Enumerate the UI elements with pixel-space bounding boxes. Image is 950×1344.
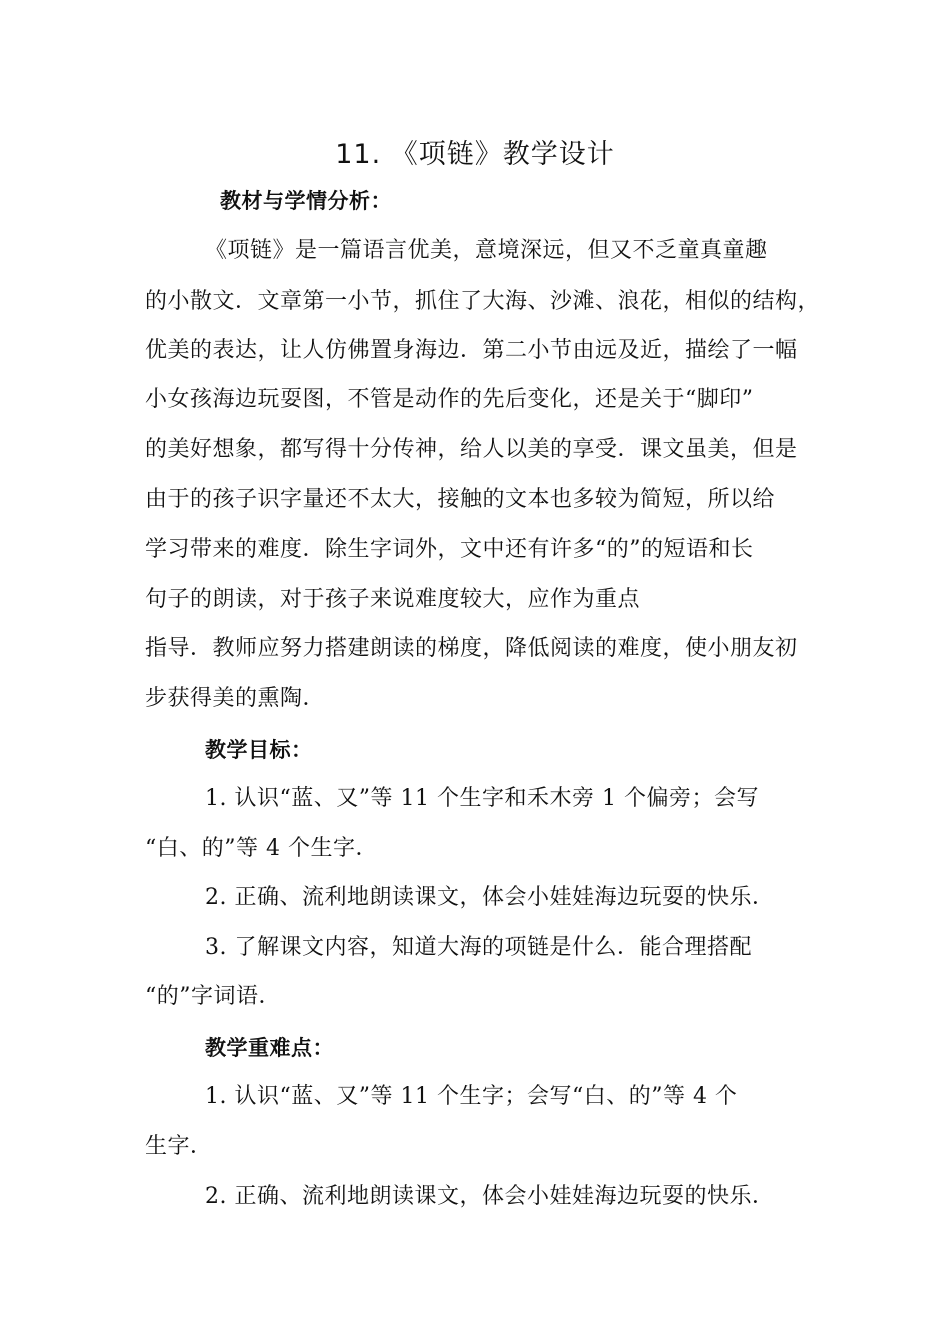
paragraph-line: 学习带来的难度．除生字词外，文中还有许多“的”的短语和长 <box>145 537 754 562</box>
document-title: 11. 《项链》教学设计 <box>335 139 615 170</box>
paragraph-line: 的小散文．文章第一小节，抓住了大海、沙滩、浪花，相似的结构， <box>145 289 821 314</box>
goal-line: 2. 正确、流利地朗读课文，体会小娃娃海边玩耍的快乐． <box>205 885 775 910</box>
section-heading-analysis: 教材与学情分析： <box>220 189 392 213</box>
goal-line: “的”字词语． <box>145 984 281 1009</box>
section-heading-goals: 教学目标： <box>205 738 313 762</box>
section-heading-key-points: 教学重难点： <box>205 1036 334 1060</box>
paragraph-line: 步获得美的熏陶． <box>145 686 326 711</box>
paragraph-line: 句子的朗读，对于孩子来说难度较大，应作为重点 <box>145 587 641 612</box>
paragraph-line: 《项链》是一篇语言优美，意境深远，但又不乏童真童趣 <box>205 238 768 263</box>
key-point-line: 1. 认识“蓝、又”等 11 个生字；会写“白、的”等 4 个 <box>205 1084 738 1109</box>
paragraph-line: 优美的表达，让人仿佛置身海边．第二小节由远及近，描绘了一幅 <box>145 338 798 363</box>
key-point-line: 生字． <box>145 1134 213 1159</box>
paragraph-line: 由于的孩子识字量还不太大，接触的文本也多较为简短，所以给 <box>145 487 776 512</box>
paragraph-line: 的美好想象，都写得十分传神，给人以美的享受．课文虽美，但是 <box>145 437 798 462</box>
goal-line: 3. 了解课文内容，知道大海的项链是什么．能合理搭配 <box>205 935 752 960</box>
goal-line: 1. 认识“蓝、又”等 11 个生字和禾木旁 1 个偏旁；会写 <box>205 786 759 811</box>
goal-line: “白、的”等 4 个生字． <box>145 836 378 861</box>
paragraph-line: 指导．教师应努力搭建朗读的梯度，降低阅读的难度，使小朋友初 <box>145 636 798 661</box>
key-point-line: 2. 正确、流利地朗读课文，体会小娃娃海边玩耍的快乐． <box>205 1184 775 1209</box>
paragraph-line: 小女孩海边玩耍图，不管是动作的先后变化，还是关于“脚印” <box>145 387 754 412</box>
